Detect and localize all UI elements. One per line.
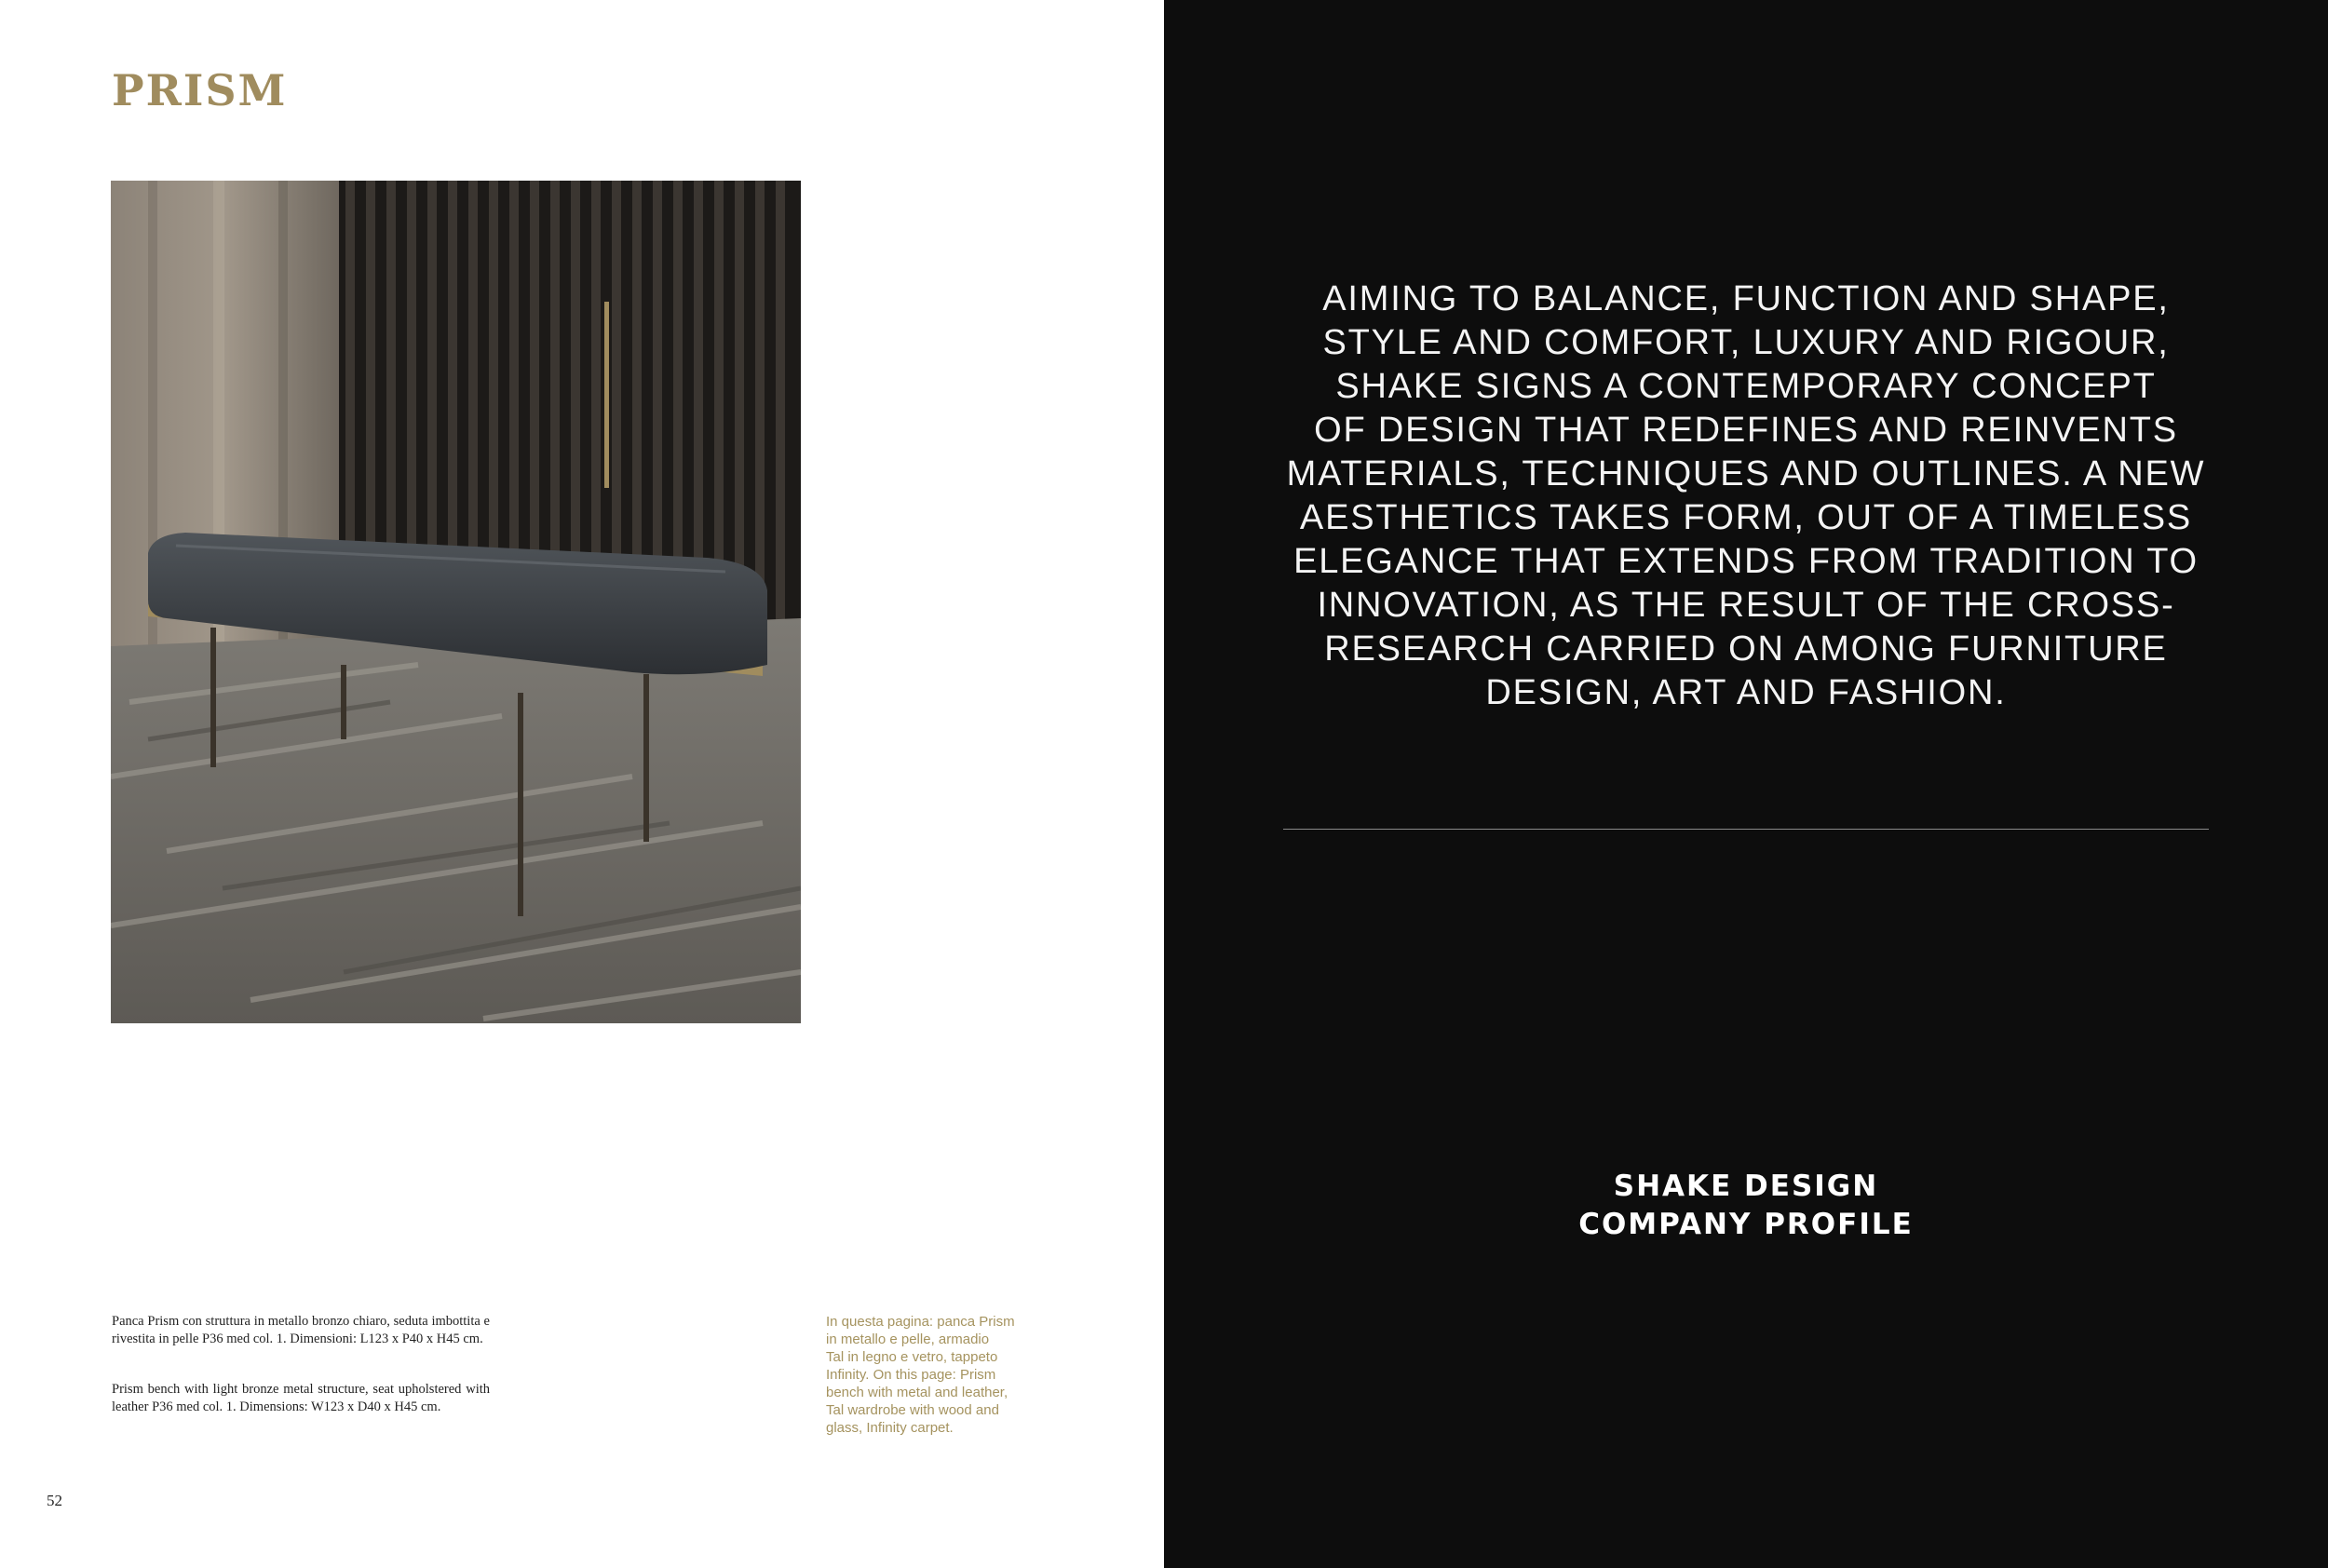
company-name: SHAKE DESIGN [1613,1169,1879,1203]
company-heading [1397,1168,2095,1244]
side-note-line: Tal wardrobe with wood and [826,1402,999,1418]
manifesto-line: MATERIALS, TECHNIQUES AND OUTLINES. A NEW [1286,454,2206,493]
manifesto-line: ELEGANCE THAT EXTENDS FROM TRADITION TO [1293,542,2199,581]
side-note-line: glass, Infinity carpet. [826,1420,954,1436]
manifesto-line: AESTHETICS TAKES FORM, OUT OF A TIMELESS [1299,498,2193,537]
side-note-line: in metallo e pelle, armadio [826,1331,990,1347]
company-profile-label: COMPANY PROFILE [1578,1208,1914,1241]
manifesto-text [1248,277,2244,715]
side-note-line: Infinity. On this page: Prism [826,1367,996,1383]
manifesto-line: SHAKE SIGNS A CONTEMPORARY CONCEPT [1335,367,2157,406]
manifesto-line: DESIGN, ART AND FASHION. [1485,673,2007,712]
product-photo [111,181,801,1023]
bench-photo-illustration [111,181,801,1023]
caption-english: Prism bench with light bronze metal structure, seat upholstered with leather P36 med col. 1. Dimensions: W123 x D40 x H45 cm. [112,1382,490,1414]
caption-italian: Panca Prism con struttura in metallo bronzo chiaro, seduta imbottita e rivestita in pelle P36 med col. 1. Dimensioni: L123 x P40 x H45 cm. [112,1314,490,1346]
manifesto-line: RESEARCH CARRIED ON AMONG FURNITURE [1324,629,2168,669]
side-note-line: Tal in legno e vetro, tappeto [826,1349,998,1365]
manifesto-line: OF DESIGN THAT REDEFINES AND REINVENTS [1314,411,2178,450]
side-note [826,1313,1031,1437]
manifesto-line: INNOVATION, AS THE RESULT OF THE CROSS- [1317,586,2175,625]
manifesto-line: STYLE AND COMFORT, LUXURY AND RIGOUR, [1322,323,2170,362]
side-note-line: bench with metal and leather, [826,1385,1008,1400]
right-page [1164,0,2328,1568]
side-note-line: In questa pagina: panca Prism [826,1314,1015,1330]
manifesto-line: AIMING TO BALANCE, FUNCTION AND SHAPE, [1322,279,2170,318]
page-title: PRISM [112,65,288,115]
page-number: 52 [47,1492,62,1509]
divider-line [1283,829,2209,830]
